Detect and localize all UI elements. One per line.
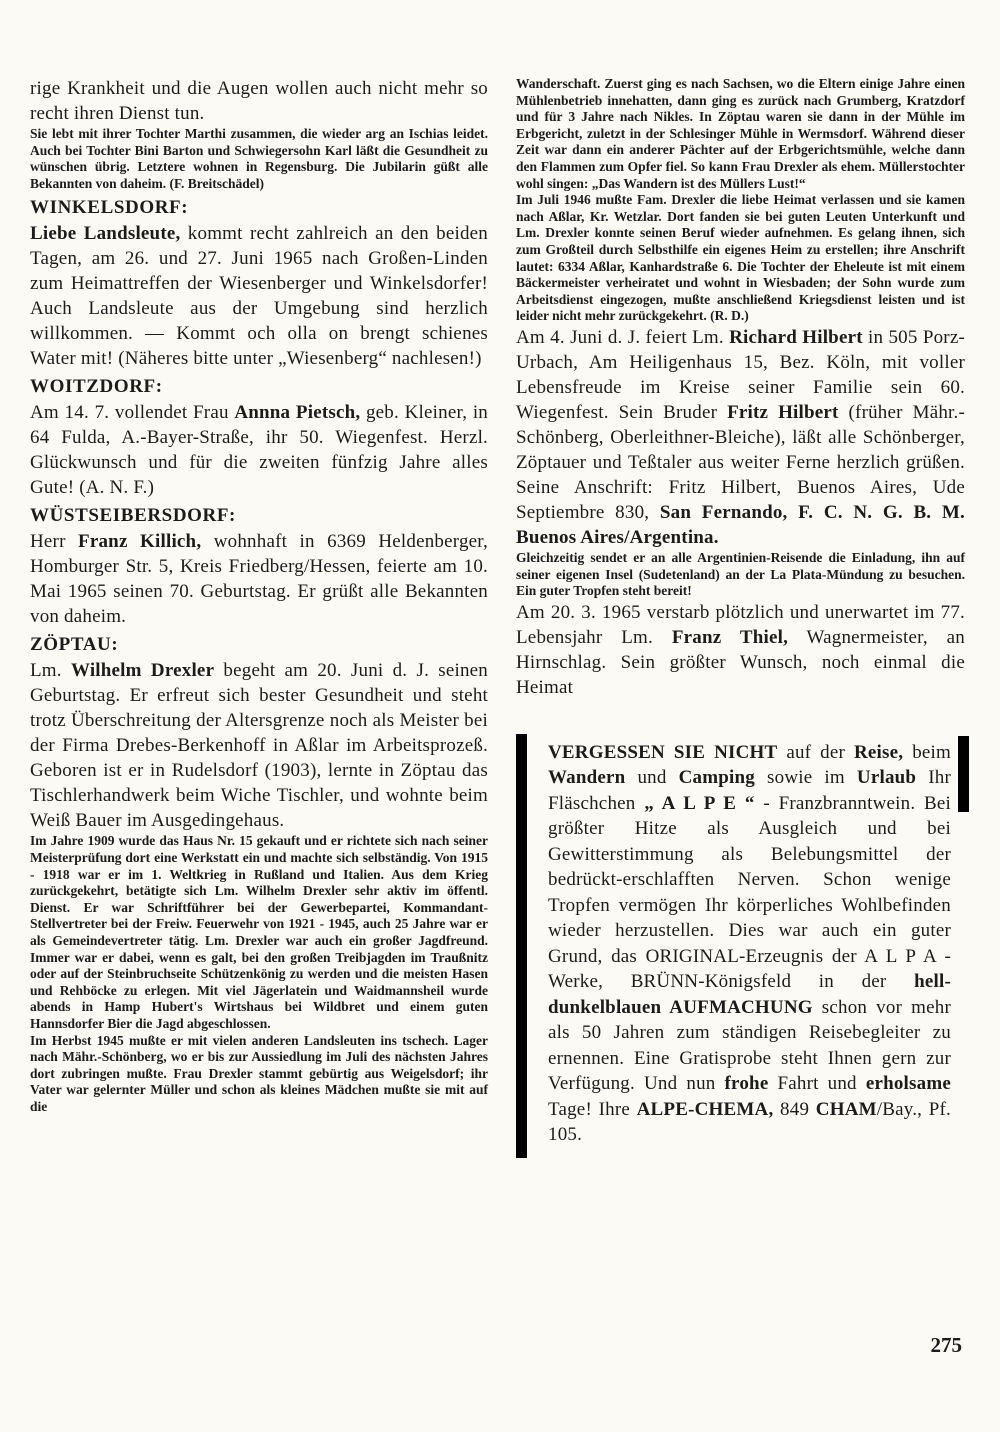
text-run: Franz Killich, [78, 531, 202, 553]
advertisement [516, 734, 965, 1158]
body-paragraph [30, 529, 488, 629]
text-run: auf der [777, 741, 854, 763]
text-run: geb. Kleiner, in 64 Fulda, A.-Bayer-Straße, ihr 50. Wiegenfest. Herzl. Glückwunsch und für die zweiten fünfzig Jahre alles Gute! (A. N. F.) [30, 402, 489, 499]
text-run: Reise, [854, 741, 904, 763]
text-run: Im Juli 1946 mußte Fam. Drexler die liebe Heimat verlassen und sie kamen nach Aßlar, Kr. Wetzlar. Dort fanden sie bei guten Leuten Unterkunft und Lm. Drexler konnte seinen Beruf wieder aufnehmen. Es gelang ihnen, sich zum Großteil durch Selbsthilfe ein eigenes Heim zu erstellen; ihre Anschrift lautet: 6334 Aßlar, Kanhardstraße 6. Die Tochter der Eheleute ist mit einem Bäckermeister verheiratet und wohnt in Wiesbaden; der Sohn wurde zum Arbeitsdienst eingezogen, mußte anschließend Kriegsdienst leisten und ist leider nicht mehr zurückgekehrt. (R. D.) [516, 192, 965, 324]
right-column [516, 76, 965, 1158]
fine-print-paragraph [516, 550, 965, 600]
body-paragraph [516, 600, 965, 700]
text-run: kommt recht zahlreich an den beiden Tagen, am 26. und 27. Juni 1965 nach Großen-Linden zum Heimattreffen der Wiesenberger und Winkelsdorfer! Auch Landsleute aus der Umgebung sind herzlich willkommen. — Kommt och olla on brengt schienes Water mit! (Näheres bitte unter „Wiesenberg“ nachlesen!) [30, 223, 488, 370]
text-run: in 505 Porz-Urbach, Am Heiligenhaus 15, Bez. Köln, mit voller Lebensfreude im Kreise seiner Familie sein 60. Wiegenfest. Sein Bruder [516, 326, 965, 423]
fine-print-paragraph [30, 833, 488, 1032]
text-run: Tage! Ihre [548, 1098, 637, 1120]
text-run: Wilhelm Drexler [70, 660, 215, 682]
section-heading: WOITZDORF: [30, 376, 163, 398]
body-paragraph [30, 658, 488, 833]
body-paragraph [30, 400, 488, 500]
text-run: (früher Mähr.-Schönberg, Oberleithner-Bleiche), läßt alle Schönberger, Zöptauer und Teßtaler aus weiter Ferne herzlich grüßen. Seine Anschrift: Fritz Hilbert, Buenos Aires, Ude Septiembre 830, [516, 401, 965, 523]
body-paragraph [30, 76, 488, 126]
text-run: beim [903, 741, 951, 763]
text-run: rige Krankheit und die Augen wollen auch nicht mehr so recht ihren Dienst tun. [30, 78, 488, 124]
text-run: Richard Hilbert [729, 326, 863, 348]
body-paragraph [30, 221, 488, 371]
text-run: Fahrt und [768, 1073, 866, 1095]
text-run: Wagnermeister, an Hirnschlag. Sein größter Wunsch, noch einmal die Heimat [516, 626, 966, 698]
text-run: Franz Thiel, [671, 626, 789, 648]
text-run: San Fernando, F. C. N. G. B. M. Buenos Aires/Argentina. [516, 501, 965, 548]
text-run: Am 14. 7. vollendet Frau [30, 402, 235, 424]
text-run: begeht am 20. Juni d. J. seinen Geburtstag. Er erfreut sich bester Gesundheit und steht trotz Überschreitung der Altersgrenze noch als Meister bei der Firma Drebes-Berkenhoff in Aßlar im Arbeitsprozeß. Geboren ist er in Rudelsdorf (1903), lernte in Zöptau das Tischlerhandwerk beim Wiche Tischler, und wohnte beim Weiß Bauer im Ausgedingehaus. [30, 660, 488, 832]
left-column-blocks [30, 76, 488, 1115]
text-run: Annna Pietsch, [234, 402, 361, 424]
text-run: Gleichzeitig sendet er an alle Argentinien-Reisende die Einladung, ihn auf seiner [516, 549, 965, 582]
text-run: Wanderschaft. Zuerst ging es nach Sachsen, wo die Eltern einige Jahre einen Mühlenbetrieb innehatten, dann ging es zurück nach Grumberg, Kratzdorf und für 3 Jahre nach Nikles. In Zöptau waren sie dann in der Mühle im Erbgericht, zuletzt in der Schlesinger Mühle in Wermsdorf. Während dieser Zeit war dann ein anderer Pächter auf der Erbgerichtsmühle, welche dann den Flammen zum Opfer fiel. So kann Frau Drexler als ehem. Müllerstochter wohl singen: „Das Wandern ist des Müllers Lust!“ [516, 76, 965, 191]
two-column-layout [30, 76, 965, 1158]
text-run: Herr [30, 531, 79, 553]
section-heading: WINKELSDORF: [30, 197, 189, 219]
text-run: 849 [773, 1098, 816, 1120]
text-run: Urlaub [856, 767, 917, 789]
text-run: an der La Plata-Mündung zu besuchen. Ein guter Tropfen steht bereit! [516, 566, 966, 599]
text-run: CHAM [815, 1098, 877, 1120]
text-run: - Franzbranntwein. Bei größter Hitze als Ausgleich und bei Gewitterstimmung als Belebungsmittel der bedrückt-erschlafften Nerven. Schon wenige Tropfen vermögen Ihr körperliches Wohlbefinden wieder herzustellen. Dies war auch ein guter Grund, das ORIGINAL-Erzeugnis der A L P A - Werke, BRÜNN-Königsfeld in der [548, 792, 951, 993]
text-run: eigenen Insel (Sudetenland) [555, 566, 720, 582]
text-run: Camping [678, 767, 755, 789]
ad-left-bar-decoration [516, 734, 527, 1158]
text-run: erholsame [865, 1073, 951, 1095]
section-heading: WÜSTSEIBERSDORF: [30, 505, 236, 527]
text-run: hell-dunkelblauen AUFMACHUNG [548, 971, 951, 1018]
text-run: frohe [724, 1073, 769, 1095]
text-run: sowie im [754, 767, 857, 789]
fine-print-paragraph [30, 1033, 488, 1116]
text-run: Fritz Hilbert [727, 401, 839, 423]
text-run: „ A L P E “ [644, 792, 755, 814]
fine-print-paragraph [516, 192, 965, 325]
text-run: /Bay., Pf. 105. [548, 1098, 951, 1146]
right-column-blocks [516, 76, 965, 700]
text-run: Im Herbst 1945 mußte er mit vielen anderen Landsleuten ins tschech. Lager nach Mähr.-Schönberg, wo er bis zur Aussiedlung im Juli des nächsten Jahres dort zubringen mußte. Frau Drexler stammt gebürtig aus Weigelsdorf; ihr Vater war gelernter Müller und schon als kleines Mädchen mußte sie mit auf die [30, 1032, 488, 1114]
text-run: schon vor mehr als 50 Jahren zum ständigen Reisebegleiter zu ernennen. Eine Gratisprobe steht Ihnen gern zur Verfügung. Und nun [548, 996, 951, 1095]
text-run: Wandern [548, 767, 626, 789]
text-run: Im Jahre 1909 wurde das Haus Nr. 15 gekauft und er richtete sich nach seiner Meisterprüfung dort eine Werkstatt ein und machte sich selbständig. Von 1915 - 1918 war er im 1. Weltkrieg in Rußland und Italien. Aus dem Krieg zurückgekehrt, betätigte sich Lm. Wilhelm Drexler sehr aktiv im öffentl. Dienst. Er war Schriftführer bei der Gewerbepartei, Kommandant-Stellvertreter bei der Freiw. Feuerwehr von 1921 - 1945, auch 25 Jahre war er als Gemeindevertreter tätig. Lm. Drexler war auch ein großer Jagdfreund. Immer war er dabei, wenn es galt, bei den großen Treibjagden im Traußnitz oder auf der Steinbruchseite Schützenkönig zu werden und die meisten Hasen und Rehböcke zu erlegen. Mit viel Jägerlatein und Waidmannsheil wurde abends in Hamp Hubert's Wirtshaus bei Wildbret und einem guten Hannsdorfer Bier die Jagd abgeschlossen. [30, 833, 488, 1031]
ad-text [548, 740, 951, 1148]
text-run: VERGESSEN SIE NICHT [548, 741, 778, 763]
section-heading: ZÖPTAU: [30, 634, 119, 656]
page-number: 275 [930, 1333, 962, 1357]
body-paragraph [516, 325, 965, 550]
text-run: Am 4. Juni d. J. feiert Lm. [516, 326, 730, 348]
fine-print-paragraph [516, 76, 965, 192]
text-run: Am 20. 3. 1965 verstarb plötzlich und unerwartet im 77. Lebensjahr Lm. [516, 601, 965, 648]
text-run: Lm. [30, 660, 71, 682]
ad-right-bar-decoration [958, 736, 969, 812]
text-run: ALPE-CHEMA, [636, 1098, 774, 1120]
fine-print-paragraph [30, 126, 488, 192]
left-column [30, 76, 488, 1115]
text-run: Liebe Landsleute, [30, 223, 181, 245]
text-run: und [625, 767, 679, 789]
text-run: wohnhaft in 6369 Heldenberger, Homburger Str. 5, Kreis Friedberg/Hessen, feierte am 10. Mai 1965 seinen 70. Geburtstag. Er grüßt alle Bekannten von daheim. [30, 531, 489, 628]
text-run: Ihr Fläschchen [548, 767, 951, 814]
text-run: Sie lebt mit ihrer Tochter Marthi zusammen, die wieder arg an Ischias leidet. Auch bei Tochter Bini Barton und Schwiegersohn Karl läßt die Gesundheit zu wünschen übrig. Letztere wohnen in Regensburg. Die Jubilarin güßt alle Bekannten von daheim. (F. Breitschädel) [30, 126, 488, 191]
